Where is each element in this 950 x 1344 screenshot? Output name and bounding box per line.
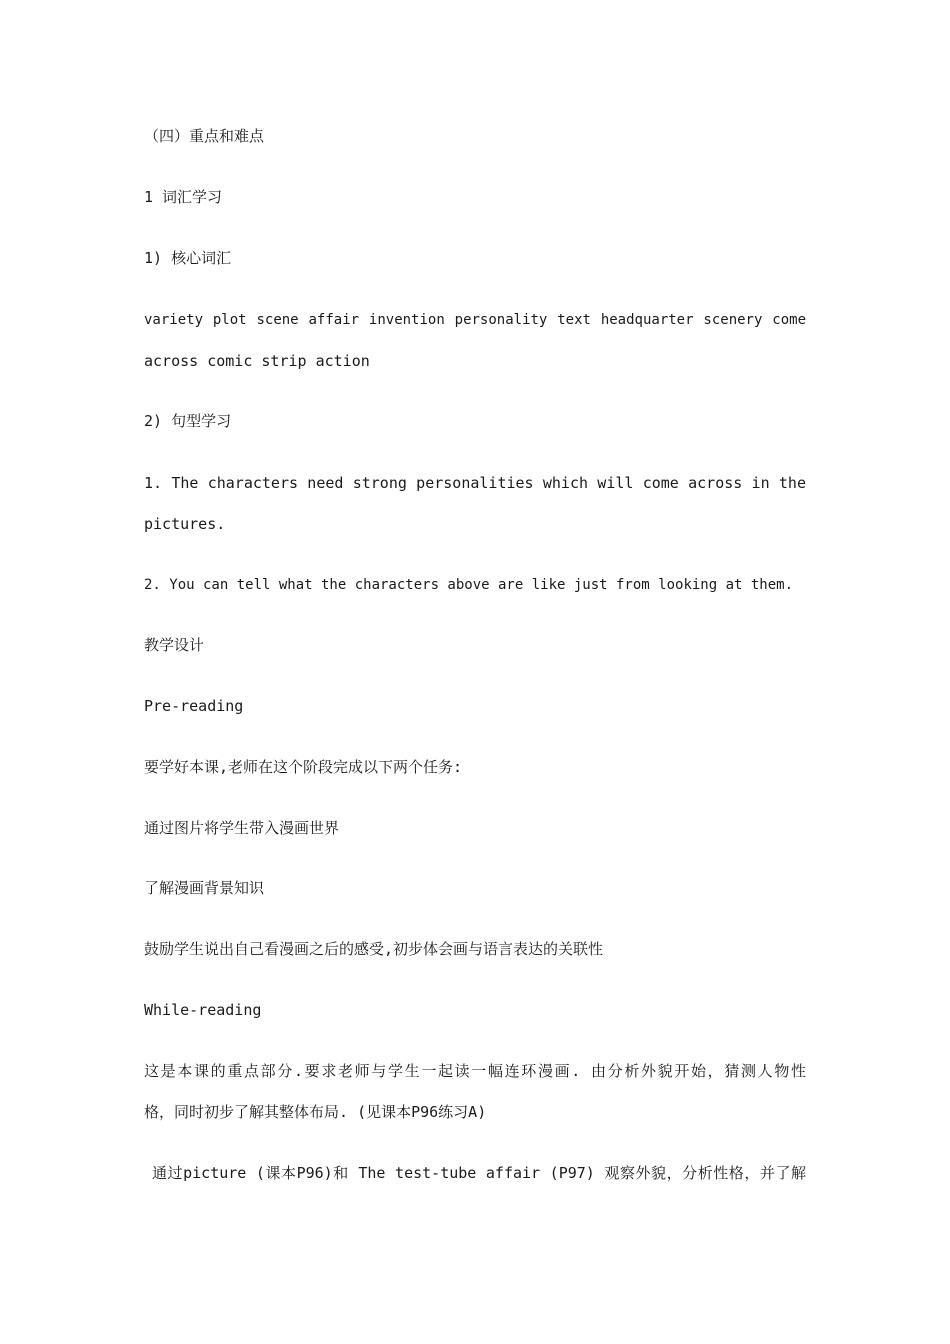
subheading-sentence-patterns: 2) 句型学习 <box>144 412 232 430</box>
subheading-vocabulary: 1 词汇学习 <box>144 188 223 206</box>
heading-while-reading: While-reading <box>144 1001 262 1019</box>
sentence-2: 2. You can tell what the characters above are like just from looking at them. <box>144 577 794 593</box>
pre-reading-task-1: 通过图片将学生带入漫画世界 <box>144 819 340 837</box>
heading-teaching-design: 教学设计 <box>144 636 205 654</box>
subheading-core-vocabulary: 1) 核心词汇 <box>144 249 232 267</box>
while-reading-paragraph-line-2: 格，同时初步了解其整体布局. (见课本P96练习A) <box>144 1103 487 1121</box>
section-heading-key-points: （四）重点和难点 <box>144 127 265 145</box>
pre-reading-intro: 要学好本课,老师在这个阶段完成以下两个任务: <box>144 758 463 776</box>
while-reading-paragraph-2-line-1: 通过picture (课本P96)和 The test-tube affair (P97) 观察外貌，分析性格，并了解 <box>152 1164 806 1182</box>
while-reading-paragraph-line-1: 这是本课的重点部分.要求老师与学生一起读一幅连环漫画. 由分析外貌开始，猜测人物性 <box>144 1062 806 1080</box>
vocabulary-list-line-2: across comic strip action <box>144 352 370 370</box>
vocabulary-list-line-1: variety plot scene affair invention personality text headquarter scenery come <box>144 312 806 328</box>
heading-pre-reading: Pre-reading <box>144 697 244 715</box>
sentence-1-line-2: pictures. <box>144 515 226 533</box>
pre-reading-task-2: 了解漫画背景知识 <box>144 879 265 897</box>
sentence-1-line-1: 1. The characters need strong personalities which will come across in the <box>144 474 806 492</box>
pre-reading-task-3: 鼓励学生说出自己看漫画之后的感受,初步体会画与语言表达的关联性 <box>144 940 604 958</box>
